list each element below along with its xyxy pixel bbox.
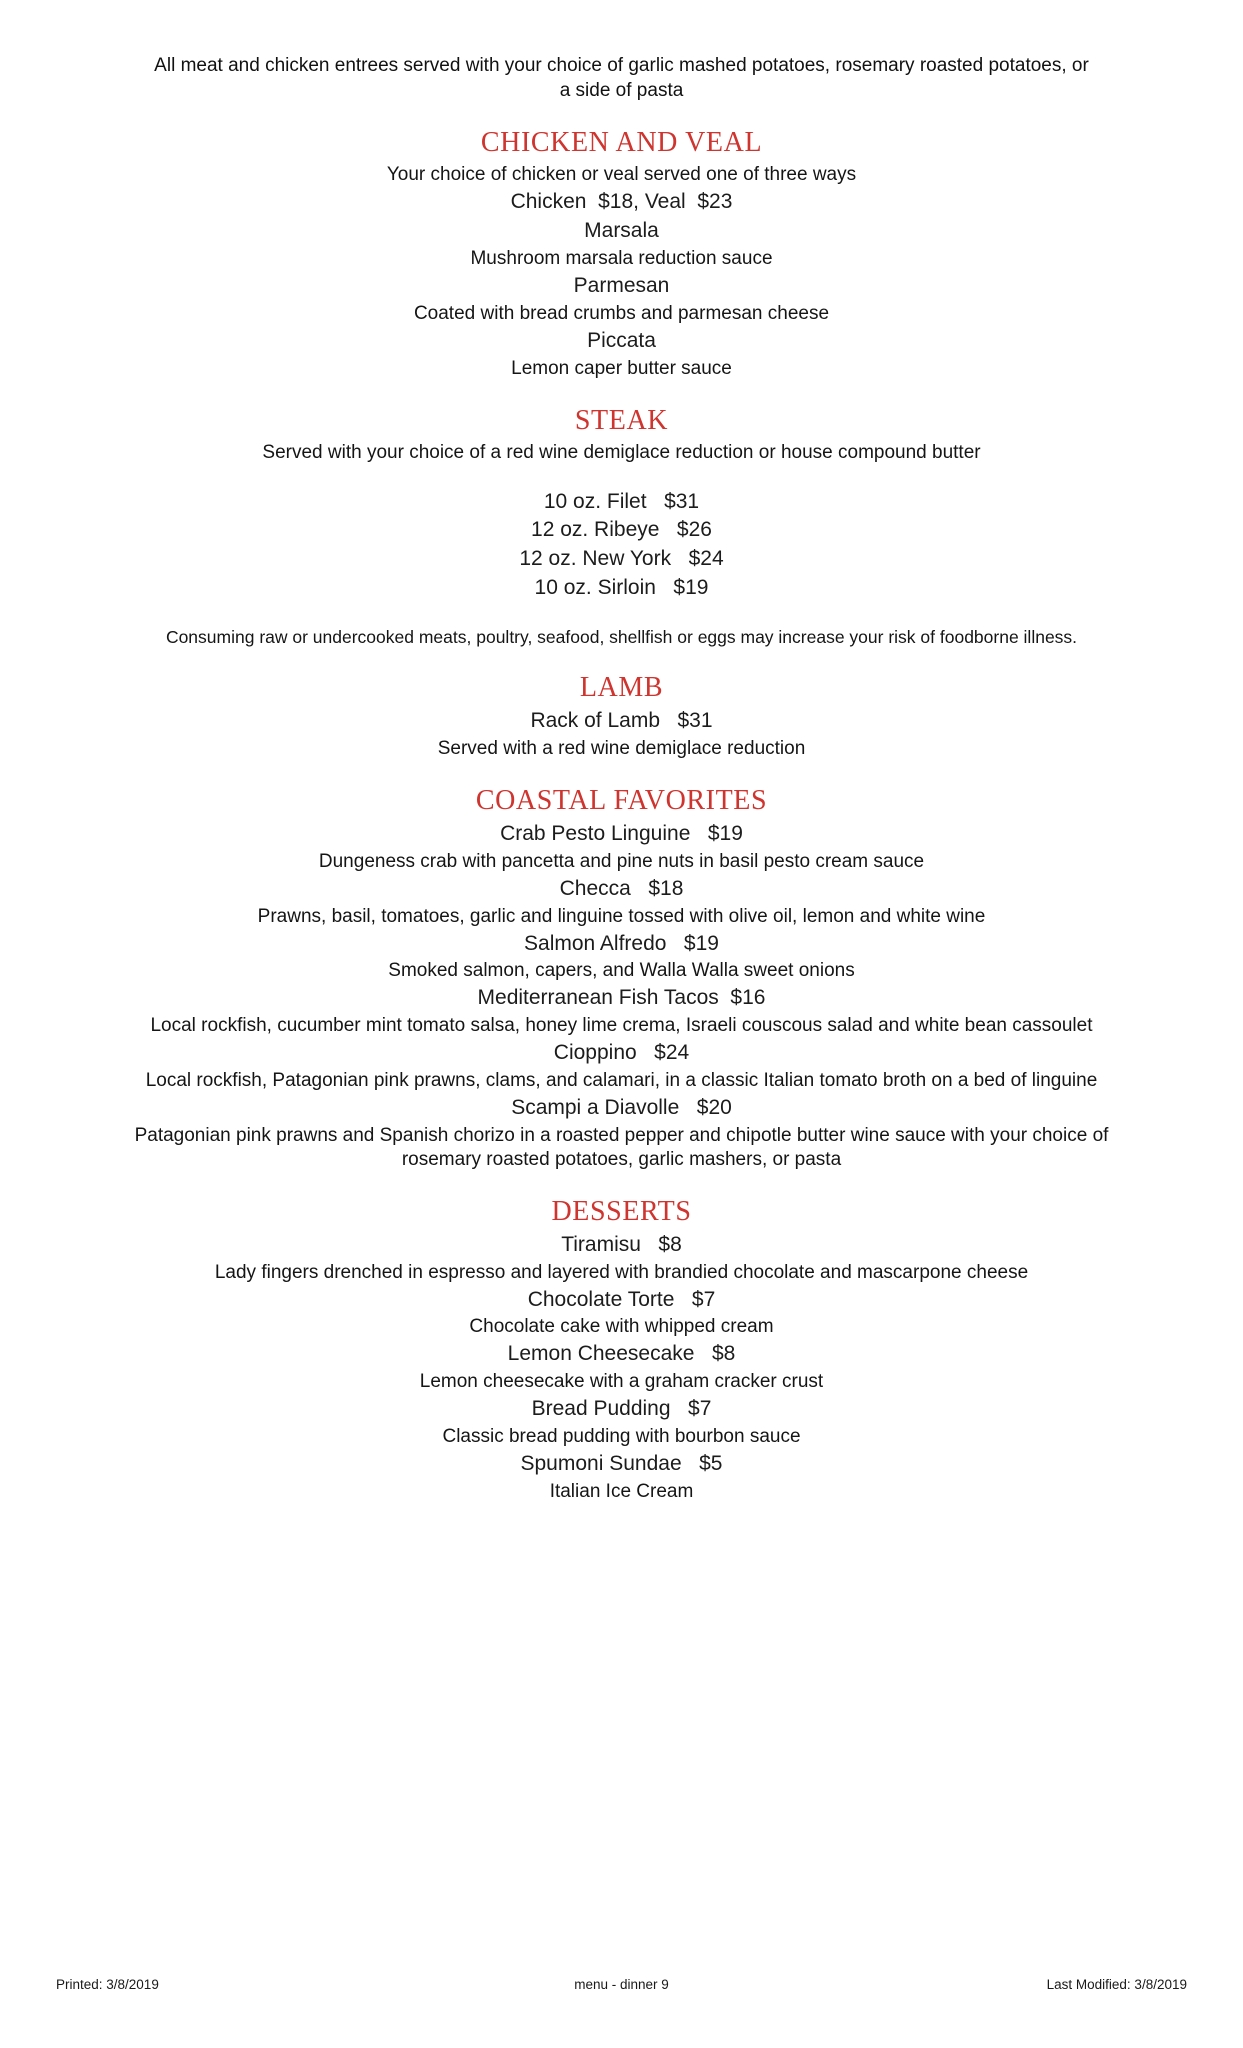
notice-line: Consuming raw or undercooked meats, poultry, seafood, shellfish or eggs may increase your risk of foodborne illness. (165, 627, 1078, 648)
menu-item-line: 10 oz. Sirloin $19 (534, 576, 709, 600)
menu-item-line: Lemon Cheesecake $8 (507, 1342, 736, 1366)
section-heading-coastal-favorites: COASTAL FAVORITES (475, 784, 768, 816)
menu-section-chicken-and-veal (56, 127, 1187, 380)
menu-desc-line: Smoked salmon, capers, and Walla Walla sweet onions (388, 960, 855, 982)
footer-document-name: menu - dinner 9 (574, 1977, 669, 1992)
menu-section-lamb (56, 672, 1187, 761)
menu-item-line: Cioppino $24 (553, 1041, 690, 1065)
section-heading-steak: STEAK (574, 404, 669, 436)
page-footer (56, 1977, 1187, 1992)
footer-last-modified-date: Last Modified: 3/8/2019 (1046, 1977, 1187, 1992)
menu-item-line: 12 oz. Ribeye $26 (531, 518, 712, 542)
section-heading-lamb: LAMB (579, 672, 664, 704)
footer-printed-date: Printed: 3/8/2019 (56, 1977, 159, 1992)
menu-desc-line: Patagonian pink prawns and Spanish chorizo in a roasted pepper and chipotle butter wine sauce with your choice of rosemary roasted potatoes, garlic mashers, or pasta (134, 1124, 1114, 1170)
menu-desc-line: Served with your choice of a red wine demiglace reduction or house compound butter (262, 441, 981, 463)
menu-item-line: Salmon Alfredo $19 (524, 931, 719, 955)
spacer-line (56, 604, 1187, 624)
menu-section-steak (56, 405, 1187, 648)
menu-desc-line: Local rockfish, cucumber mint tomato salsa, honey lime crema, Israeli couscous salad and white bean cassoulet (150, 1015, 1093, 1037)
menu-desc-line: Dungeness crab with pancetta and pine nuts in basil pesto cream sauce (318, 850, 925, 872)
menu-item-line: Scampi a Diavolle $20 (511, 1095, 732, 1119)
section-heading-desserts: DESSERTS (551, 1195, 692, 1227)
section-heading-chicken-and-veal: CHICKEN AND VEAL (480, 127, 763, 159)
menu-desc-line: Lemon cheesecake with a graham cracker crust (419, 1371, 824, 1393)
menu-item-line: 12 oz. New York $24 (519, 547, 724, 571)
menu-desc-line: Served with a red wine demiglace reduction (437, 737, 806, 759)
menu-desc-line: Classic bread pudding with bourbon sauce (442, 1426, 801, 1448)
menu-item-line: Chicken $18, Veal $23 (510, 190, 733, 214)
menu-item-line: Marsala (584, 219, 659, 243)
menu-section-coastal-favorites (56, 785, 1187, 1172)
menu-item-line: Chocolate Torte $7 (527, 1287, 716, 1311)
menu-item-line: Parmesan (573, 274, 670, 297)
menu-sections (56, 127, 1187, 1503)
menu-desc-line: Coated with bread crumbs and parmesan cheese (413, 302, 830, 324)
menu-item-line: Spumoni Sundae $5 (520, 1451, 723, 1475)
spacer-line (56, 467, 1187, 487)
menu-desc-line: Prawns, basil, tomatoes, garlic and linguine tossed with olive oil, lemon and white wine (257, 905, 986, 927)
menu-desc-line: Mushroom marsala reduction sauce (470, 248, 773, 270)
menu-item-line: Bread Pudding $7 (531, 1397, 712, 1421)
menu-item-line: Mediterranean Fish Tacos $16 (477, 986, 766, 1010)
menu-item-line: Checca $18 (559, 876, 684, 900)
menu-desc-line: Local rockfish, Patagonian pink prawns, clams, and calamari, in a classic Italian tomato broth on a bed of linguine (145, 1070, 1098, 1092)
menu-desc-line: Lemon caper butter sauce (511, 357, 732, 379)
menu-desc-line: Italian Ice Cream (549, 1480, 694, 1502)
menu-item-line: Crab Pesto Linguine $19 (500, 821, 743, 845)
menu-item-line: Piccata (587, 328, 656, 352)
menu-desc-line: Your choice of chicken or veal served one of three ways (386, 164, 857, 186)
menu-item-line: 10 oz. Filet $31 (543, 489, 700, 513)
menu-intro-text: All meat and chicken entrees served with your choice of garlic mashed potatoes, rosemary roasted potatoes, or a side of pasta (154, 55, 1095, 101)
menu-item-line: Rack of Lamb $31 (530, 709, 713, 733)
menu-section-desserts (56, 1196, 1187, 1504)
menu-desc-line: Lady fingers drenched in espresso and layered with brandied chocolate and mascarpone cheese (214, 1261, 1029, 1283)
menu-item-line: Tiramisu $8 (561, 1232, 682, 1256)
menu-desc-line: Chocolate cake with whipped cream (469, 1316, 774, 1338)
